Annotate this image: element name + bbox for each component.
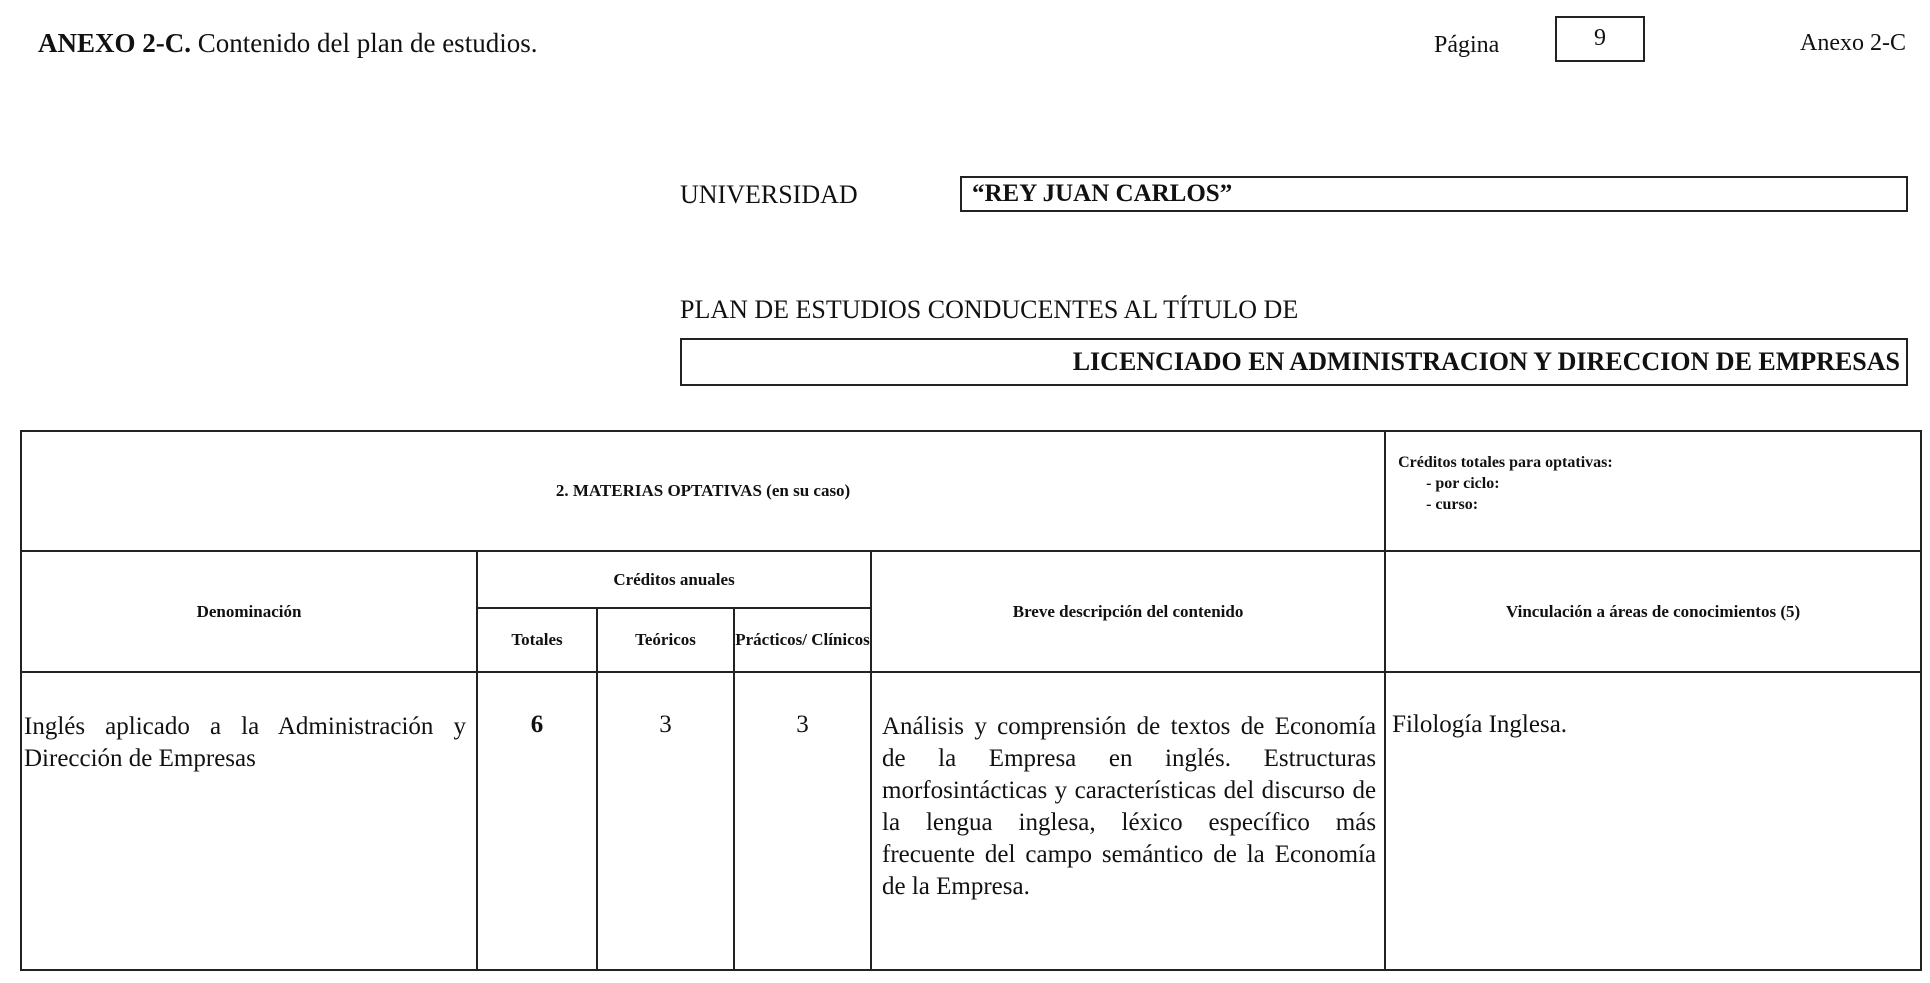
header-descripcion: Breve descripción del contenido [871, 551, 1385, 672]
annex-reference: Anexo 2-C [1800, 30, 1906, 56]
subject-practicos: 3 [734, 672, 871, 970]
subject-totales: 6 [477, 672, 597, 970]
annex-title: Contenido del plan de estudios. [197, 28, 538, 58]
total-credits-title: Créditos totales para optativas: [1398, 454, 1613, 471]
optional-subjects-table [20, 430, 1922, 971]
header-denominacion: Denominación [21, 551, 477, 672]
subject-teoricos: 3 [597, 672, 734, 970]
credits-per-course: - curso: [1426, 496, 1479, 513]
degree-title-box: LICENCIADO EN ADMINISTRACION Y DIRECCION DE EMPRESAS [680, 338, 1908, 386]
university-label: UNIVERSIDAD [680, 180, 858, 209]
table-row [21, 672, 1921, 970]
university-name-box: “REY JUAN CARLOS” [960, 176, 1908, 212]
header-totales: Totales [477, 608, 597, 672]
header-teoricos: Teóricos [597, 608, 734, 672]
total-credits-cell [1385, 431, 1921, 551]
page-number-box: 9 [1555, 16, 1645, 62]
page-label: Página [1434, 32, 1500, 58]
header-creditos-anuales: Créditos anuales [477, 551, 871, 608]
annex-code: ANEXO 2-C. [38, 28, 191, 58]
section-header-row [21, 431, 1921, 551]
header-practicos: Prácticos/ Clínicos [734, 608, 871, 672]
plan-label: PLAN DE ESTUDIOS CONDUCENTES AL TÍTULO DE [680, 295, 1299, 324]
header-vinculacion: Vinculación a áreas de conocimientos (5) [1385, 551, 1921, 672]
subject-denominacion: Inglés aplicado a la Administración y Dirección de Empresas [21, 672, 477, 970]
section-title: 2. MATERIAS OPTATIVAS (en su caso) [21, 431, 1385, 551]
document-header-title [38, 28, 537, 59]
credits-per-cycle: - por ciclo: [1426, 475, 1500, 492]
subject-area: Filología Inglesa. [1385, 672, 1921, 970]
subject-descripcion: Análisis y comprensión de textos de Economía de la Empresa en inglés. Estructuras morfosintácticas y características del discurso de la lengua inglesa, léxico específico más frecuente del campo semántico de la Economía de la Empresa. [871, 672, 1385, 970]
column-header-row-1 [21, 551, 1921, 608]
